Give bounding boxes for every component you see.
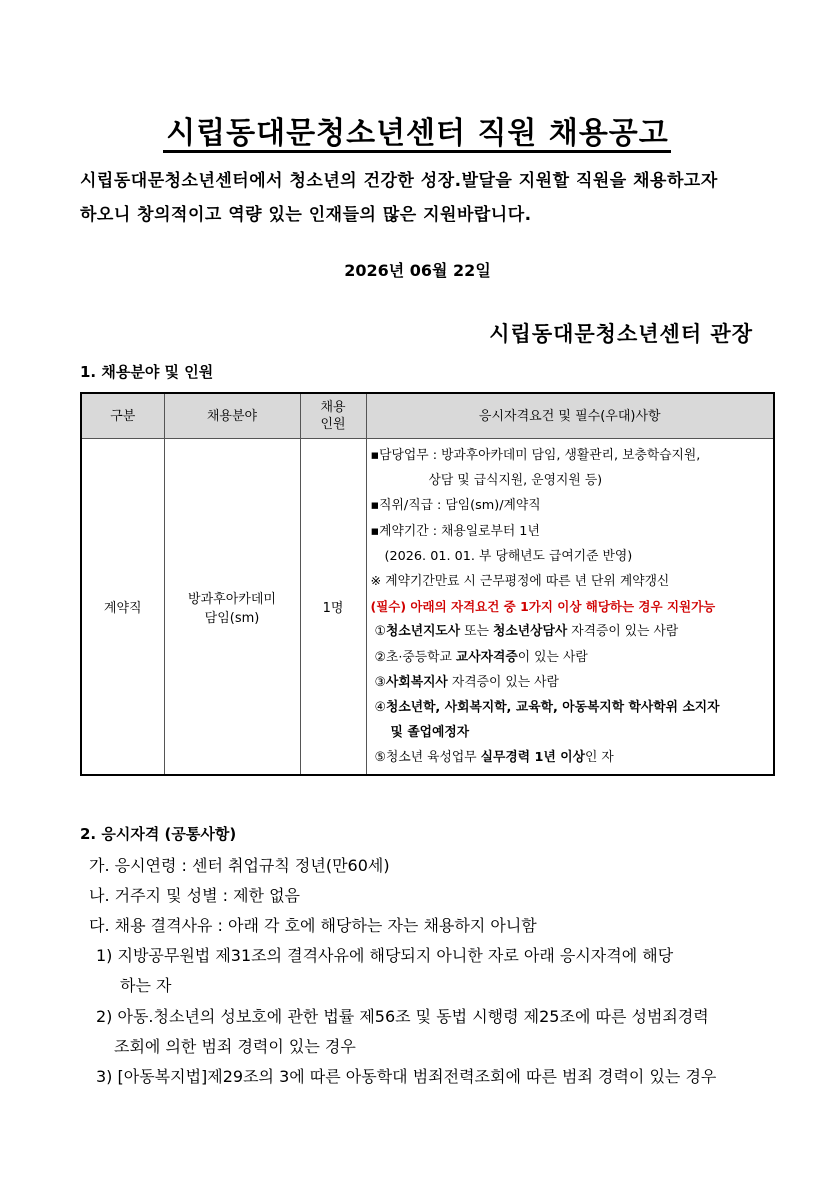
disqualify-item-2: 2) 아동.청소년의 성보호에 관한 법률 제56조 및 동법 시행령 제25조에 따른 성범죄경력 bbox=[96, 1007, 709, 1026]
cell-field-line1: 방과후아카데미 bbox=[188, 591, 276, 607]
qualification-disqualify: 다. 채용 결격사유 : 아래 각 호에 해당하는 자는 채용하지 아니함 bbox=[89, 916, 537, 935]
disqualify-item-3: 3) [아동복지법]제29조의 3에 따른 아동학대 범죄전력조회에 따른 범죄 경력이 있는 경우 bbox=[96, 1067, 717, 1086]
intro-line-1: 시립동대문청소년센터에서 청소년의 건강한 성장.발달을 지원할 직원을 채용하고자 bbox=[80, 171, 718, 191]
qual-4-b: 청소년학, 사회복지학, 교육학, 아동복지학 학사학위 소지자 bbox=[385, 699, 720, 715]
title-underline bbox=[163, 150, 671, 153]
header-requirements: 응시자격요건 및 필수(우대)사항 bbox=[366, 393, 774, 439]
req-renewal: ※ 계약기간만료 시 근무평정에 따른 년 단위 계약갱신 bbox=[370, 573, 670, 589]
issuer-org: 시립동대문청소년센터 관장 bbox=[489, 322, 753, 346]
section2-heading: 2. 응시자격 (공통사항) bbox=[80, 825, 237, 843]
req-qual-4-cont bbox=[371, 720, 770, 745]
disqualify-item-2-cont: 조회에 의한 범죄 경력이 있는 경우 bbox=[114, 1037, 356, 1056]
table-row bbox=[81, 439, 774, 776]
req-required: (필수) 아래의 자격요건 중 1가지 이상 해당하는 경우 지원가능 bbox=[370, 599, 716, 615]
qual-3-b: 사회복지사 bbox=[385, 674, 448, 690]
disqualify-item-1-cont: 하는 자 bbox=[120, 976, 172, 995]
qualification-residence: 나. 거주지 및 성별 : 제한 없음 bbox=[89, 886, 301, 905]
qualification-age: 가. 응시연령 : 센터 취업규칙 정년(만60세) bbox=[89, 856, 390, 875]
cell-requirements bbox=[366, 439, 774, 776]
qual-1-c: 청소년상담사 bbox=[493, 624, 568, 640]
cell-field bbox=[164, 439, 300, 776]
req-period: ▪계약기간 : 채용일로부터 1년 bbox=[370, 523, 540, 539]
qual-4-num: ④ bbox=[374, 699, 386, 715]
cell-field-line2: 담임(sm) bbox=[204, 610, 260, 626]
header-count bbox=[300, 393, 366, 439]
req-qual-2 bbox=[371, 645, 770, 670]
header-count-line2: 인원 bbox=[320, 417, 346, 432]
recruitment-table bbox=[80, 392, 775, 776]
intro-line-2: 하오니 창의적이고 역량 있는 인재들의 많은 지원바랍니다. bbox=[80, 205, 532, 225]
qual-3-c: 자격증이 있는 사람 bbox=[447, 674, 559, 690]
qual-2-c: 이 있는 사람 bbox=[517, 649, 588, 665]
qual-2-pre: ②초·중등학교 bbox=[374, 649, 456, 665]
qual-5-pre: ⑤청소년 육성업무 bbox=[374, 750, 481, 766]
qual-4-cont: 및 졸업예정자 bbox=[390, 725, 470, 741]
table-header-row bbox=[81, 393, 774, 439]
header-type: 구분 bbox=[81, 393, 164, 439]
cell-count: 1명 bbox=[300, 439, 366, 776]
qual-1-a: 청소년지도사 bbox=[385, 624, 461, 640]
qual-2-b: 교사자격증 bbox=[455, 649, 518, 665]
req-qual-1 bbox=[371, 619, 770, 644]
header-field: 채용분야 bbox=[164, 393, 300, 439]
req-duty-cont: 상담 및 급식지원, 운영지원 등) bbox=[428, 473, 603, 489]
notice-title: 시립동대문청소년센터 직원 채용공고 bbox=[166, 116, 669, 151]
req-period-note: (2026. 01. 01. 부 당해년도 급여기준 반영) bbox=[384, 548, 633, 564]
req-qual-3 bbox=[371, 670, 770, 695]
qual-1-d: 자격증이 있는 사람 bbox=[567, 624, 679, 640]
req-qual-4 bbox=[371, 695, 770, 720]
header-count-line1: 채용 bbox=[320, 400, 346, 415]
req-qual-5 bbox=[371, 745, 770, 770]
qual-1-num: ① bbox=[374, 624, 386, 640]
qual-1-b: 또는 bbox=[460, 624, 494, 640]
qual-5-b: 실무경력 1년 이상 bbox=[480, 750, 585, 766]
req-duty: ▪담당업무 : 방과후아카데미 담임, 생활관리, 보충학습지원, bbox=[370, 448, 701, 463]
qual-5-c: 인 자 bbox=[585, 750, 614, 766]
notice-date: 2026년 06월 22일 bbox=[344, 261, 491, 280]
cell-type: 계약직 bbox=[81, 439, 164, 776]
disqualify-item-1: 1) 지방공무원법 제31조의 결격사유에 해당되지 아니한 자로 아래 응시자격에 해당 bbox=[96, 946, 674, 965]
req-position: ▪직위/직급 : 담임(sm)/계약직 bbox=[370, 498, 541, 514]
section1-heading: 1. 채용분야 및 인원 bbox=[80, 363, 214, 381]
qual-3-num: ③ bbox=[374, 674, 386, 690]
